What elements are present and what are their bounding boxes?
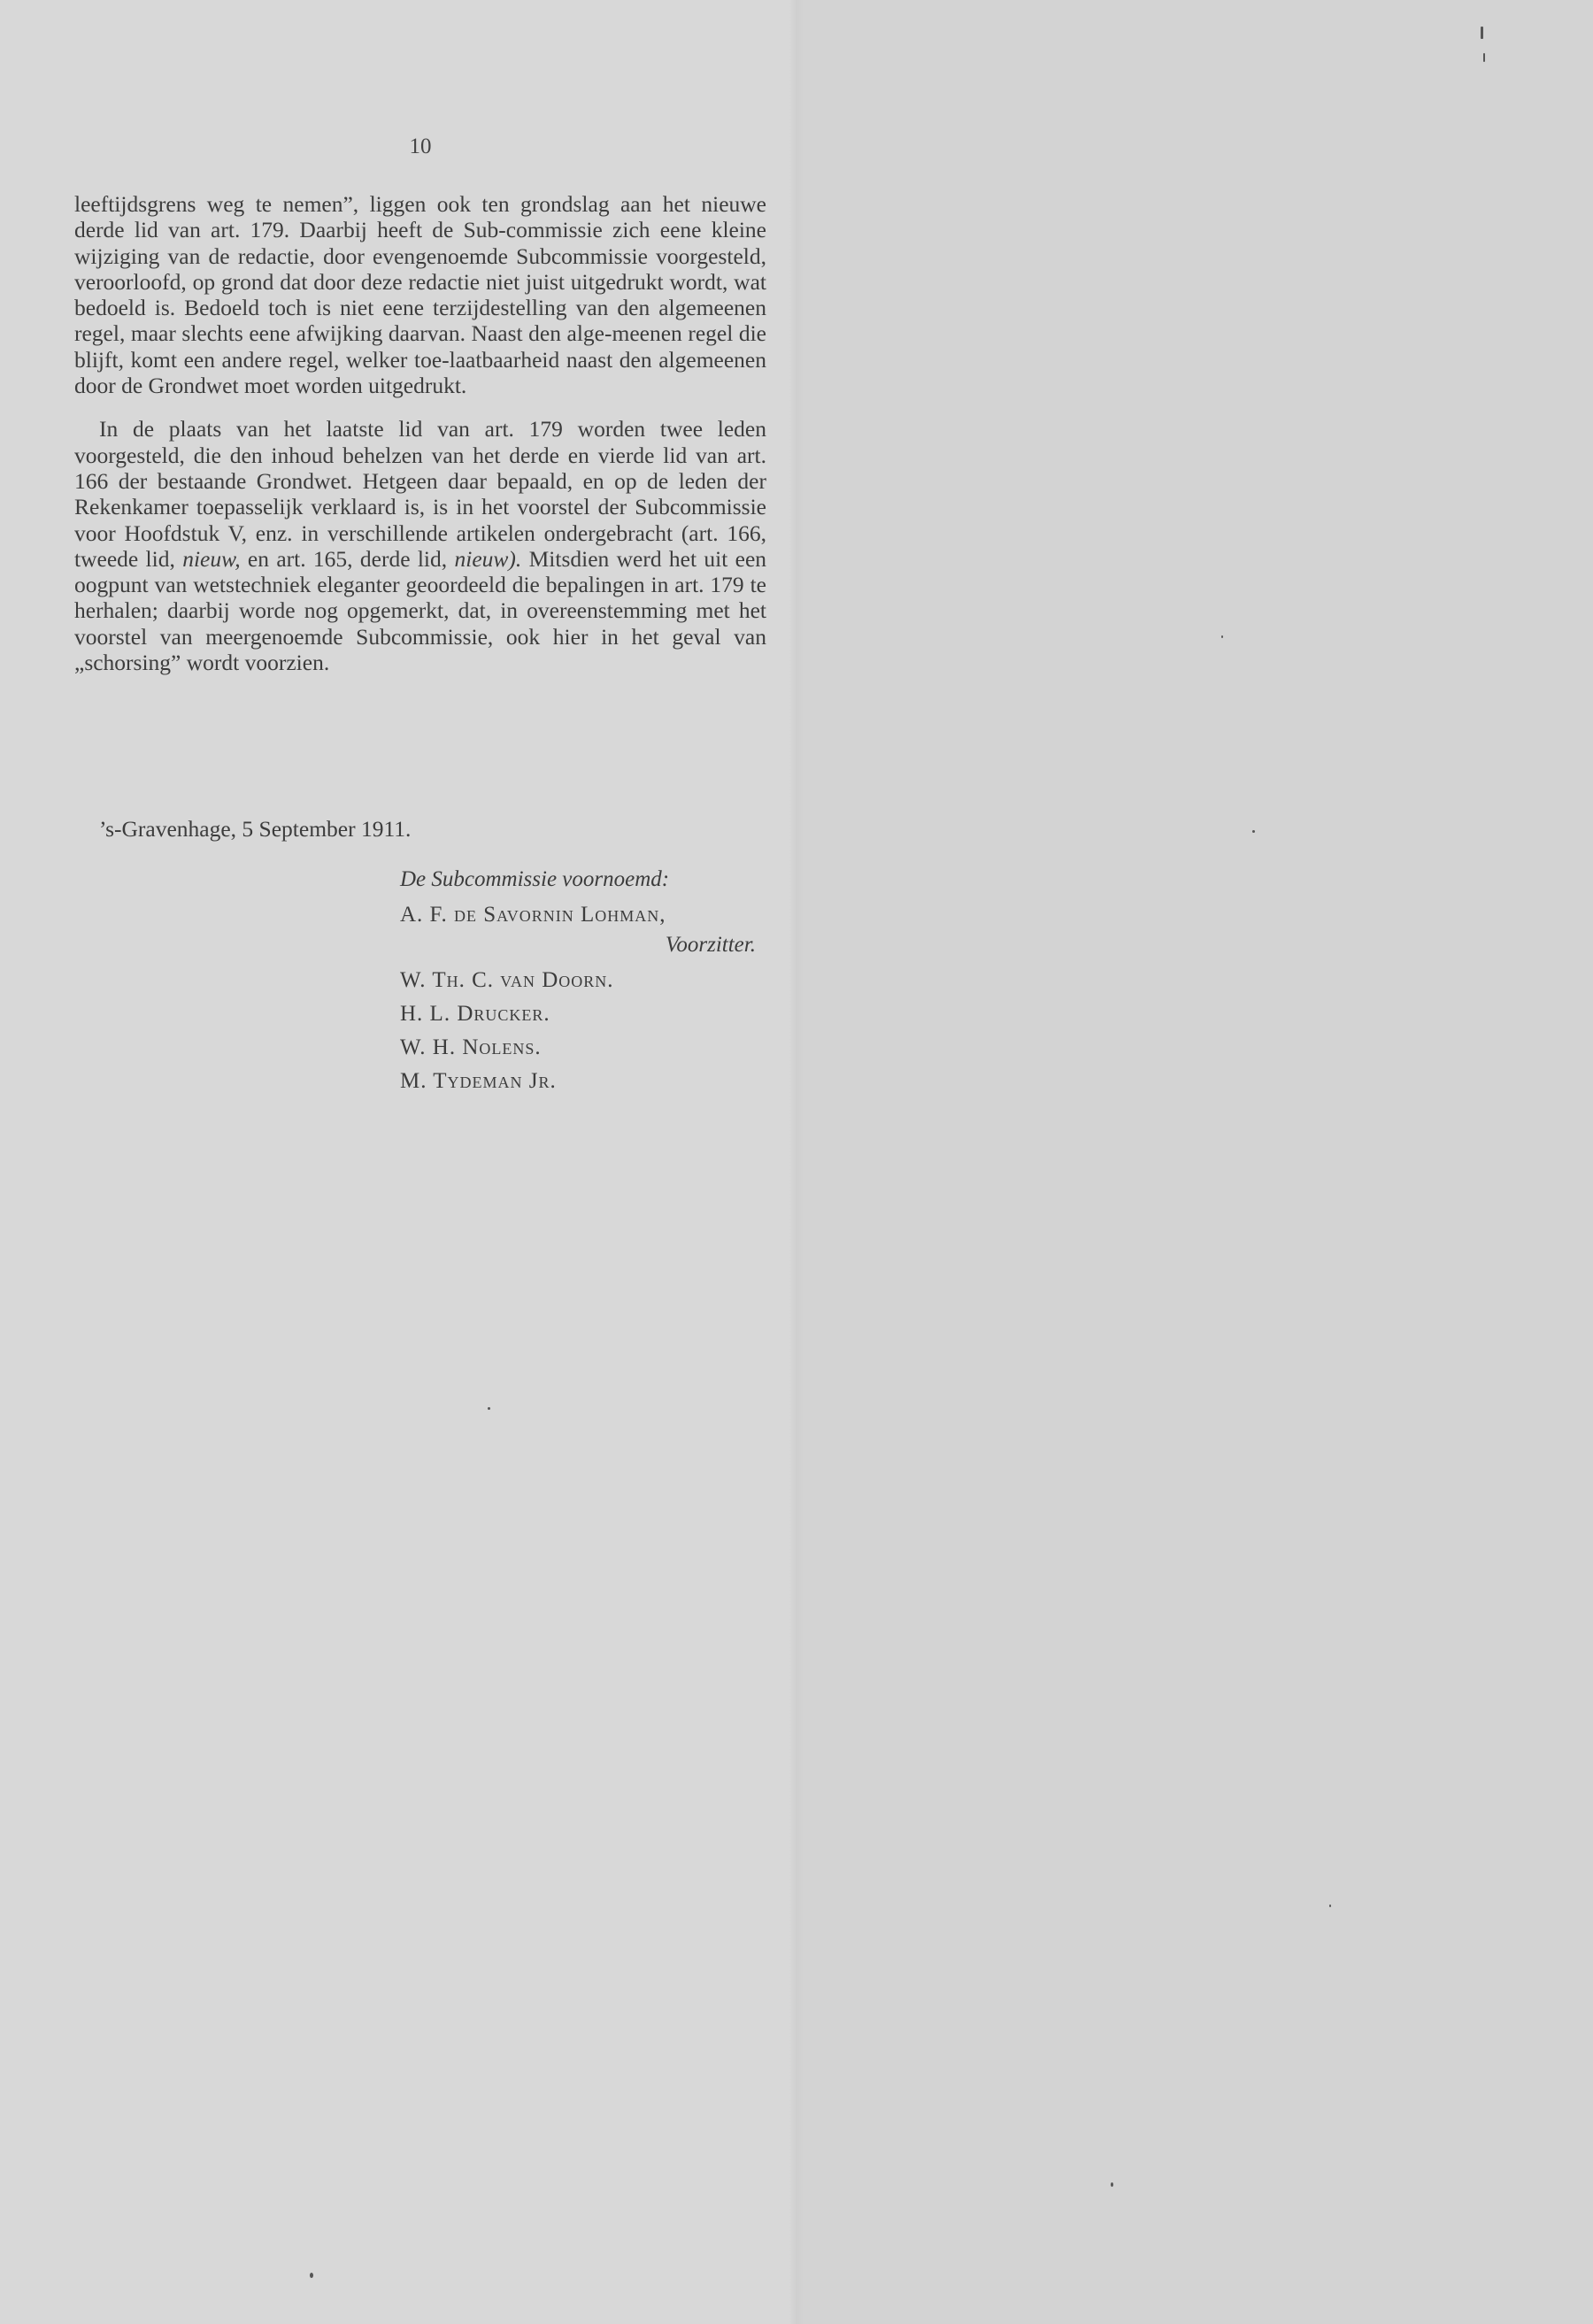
signature-block	[400, 867, 798, 1103]
paper-speck	[1111, 2182, 1113, 2187]
paragraph-2-tail: Mitsdien werd het uit een oogpunt van wetstechniek eleganter geoordeeld die bepalingen in art. 179 te herhalen; daarbij worde nog opgemerkt, dat, in overeenstemming met het voorstel van meergenoemde Subcommissie, ook hier in het geval van „schorsing” wordt voorzien.	[74, 545, 767, 676]
date-line: ’s-Gravenhage, 5 September 1911.	[99, 816, 412, 842]
paper-speck	[310, 2273, 313, 2278]
paper-speck	[1483, 53, 1485, 62]
paper-speck	[1221, 635, 1223, 638]
signature-member: M. Tydeman Jr.	[400, 1069, 557, 1093]
page-number: 10	[409, 135, 432, 158]
paragraph-2-italic-1: nieuw,	[182, 545, 241, 572]
paper-speck	[1252, 830, 1255, 833]
body-text	[74, 191, 766, 675]
signature-member: W. Th. C. van Doorn.	[400, 968, 614, 992]
signature-heading: De Subcommissie voornoemd:	[400, 867, 670, 891]
paper-speck	[488, 1407, 490, 1410]
paragraph-2-start: In de plaats van het laatste lid van art. 179 worden twee leden voorgesteld, die den inhoud behelzen van het derde en vierde lid van art. 166 der bestaande Grondwet. Hetgeen daar bepaald, en op de leden der Rekenkamer toepasselijk verklaard is, is in het voorstel der Subcommissie voor Hoofdstuk V, enz. in verschillende artikelen ondergebracht (art. 166, tweede lid,	[74, 416, 766, 572]
signature-chair: A. F. de Savornin Lohman,	[400, 903, 666, 927]
paragraph-2	[74, 416, 766, 675]
signature-chair-role: Voorzitter.	[665, 933, 756, 957]
paragraph-2-italic-2: nieuw).	[454, 545, 522, 572]
right-page-blank	[796, 0, 1593, 2324]
signature-member: H. L. Drucker.	[400, 1002, 550, 1026]
paragraph-2-mid: en art. 165, derde lid,	[240, 545, 455, 572]
signature-member: W. H. Nolens.	[400, 1035, 542, 1059]
paper-speck	[1329, 1905, 1331, 1907]
paragraph-1: leeftijdsgrens weg te nemen”, liggen ook ten grondslag aan het nieuwe derde lid van art. 179. Daarbij heeft de Sub-commissie zich eene kleine wijziging van de redactie, door evengenoemde Subcommissie voorgesteld, veroorloofd, op grond dat door deze redactie niet juist uitgedrukt wordt, wat bedoeld is. Bedoeld toch is niet eene terzijdestelling van den algemeenen regel, maar slechts eene afwijking daarvan. Naast den alge-meenen regel die blijft, komt een andere regel, welker toe-laatbaarheid naast den algemeenen door de Grondwet moet worden uitgedrukt.	[74, 191, 766, 399]
paper-speck	[1481, 27, 1483, 39]
page-gutter	[789, 0, 804, 2324]
